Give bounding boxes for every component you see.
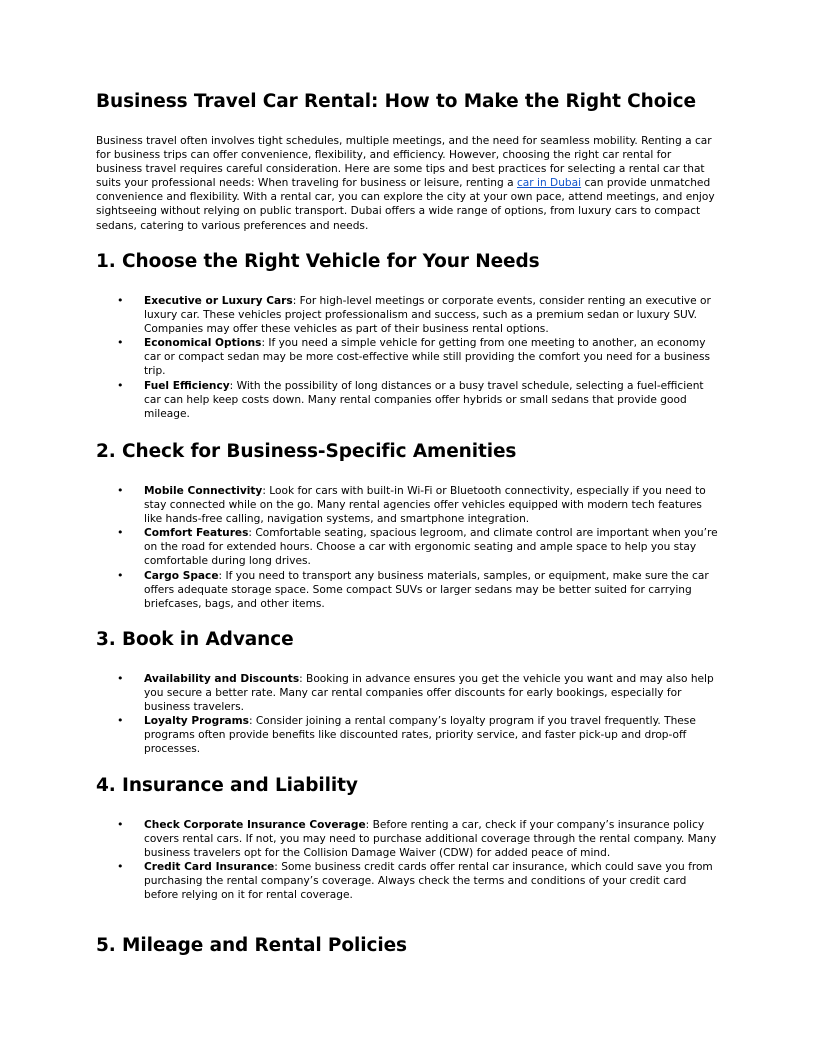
page-title: Business Travel Car Rental: How to Make the Right Choice [96,91,696,112]
item-text: : Before renting a car, check if your company’s insurance policy covers rental cars. If not, you may need to purchase additional coverage through the rental company. Many business travelers opt for the Collision Damage Waiver (CDW) for added peace of mind. [144,819,717,860]
list-item [96,569,720,611]
list-item [96,336,720,378]
item-label: Check Corporate Insurance Coverage [144,819,366,831]
item-label: Fuel Efficiency [144,379,230,392]
bullet-icon: • [117,672,124,685]
section-4 [96,774,720,903]
list-item [96,714,720,756]
document-page [96,90,720,956]
section-3 [96,628,720,757]
list-item [96,484,720,526]
item-label: Mobile Connectivity [144,485,263,497]
bullet-icon: • [117,714,124,728]
item-text: : If you need a simple vehicle for getting from one meeting to another, an economy car or compact sedan may be more cost-effective while still providing the comfort you need for a business trip. [144,337,710,378]
item-label: Availability and Discounts [144,673,300,685]
item-text: : For high-level meetings or corporate events, consider renting an executive or luxury car. These vehicles project professionalism and success, such as a premium sedan or luxury SUV. Companies may offer these vehicles as part of their business rental options. [144,295,711,336]
bullet-icon: • [117,484,124,497]
item-text: : With the possibility of long distances or a busy travel schedule, selecting a fuel-efficient car can help keep costs down. Many rental companies offer hybrids or small sedans that provide good mileage. [144,379,704,420]
item-label: Economical Options [144,337,262,350]
section-heading: 2. Check for Business-Specific Amenities [96,441,517,462]
bullet-list [96,672,720,757]
bullet-icon: • [117,860,124,874]
list-item [96,526,720,568]
bullet-icon: • [117,818,124,831]
list-item [96,294,720,336]
list-item [96,672,720,714]
item-text: : Booking in advance ensures you get the vehicle you want and may also help you secure a better rate. Many car rental companies offer discounts for early bookings, especially for business travelers. [144,673,714,714]
intro-paragraph [96,134,720,233]
item-text: : Comfortable seating, spacious legroom, and climate control are important when you’re on the road for extended hours. Choose a car with ergonomic seating and ample space to help you stay comfortable during long drives. [144,527,718,568]
bullet-icon: • [117,378,124,392]
section-1 [96,250,720,421]
bullet-list [96,294,720,421]
bullet-icon: • [117,294,124,307]
intro-text-after-link: can provide unmatched convenience and flexibility. With a rental car, you can explore the city at your own pace, attend meetings, and enjoy sightseeing without relying on public transport. Dubai offers a wide range of options, from luxury cars to compact sedans, catering to various preferences and needs. [96,177,715,232]
bullet-icon: • [117,568,124,582]
section-heading: 4. Insurance and Liability [96,775,358,796]
item-text: : Consider joining a rental company’s loyalty program if you travel frequently. These programs often provide benefits like discounted rates, priority service, and faster pick-up and drop-off processes. [144,715,696,756]
bullet-icon: • [117,526,124,540]
bullet-icon: • [117,336,124,350]
item-text: : Look for cars with built-in Wi-Fi or Bluetooth connectivity, especially if you need to stay connected while on the go. Many rental agencies offer vehicles equipped with modern tech features like hands-free calling, navigation systems, and smartphone integration. [144,485,706,526]
bullet-list [96,484,720,611]
list-item [96,379,720,421]
item-label: Cargo Space [144,569,219,582]
section-heading: 3. Book in Advance [96,629,294,650]
section-2 [96,440,720,611]
section-heading: 1. Choose the Right Vehicle for Your Needs [96,251,540,272]
bullet-list [96,818,720,903]
section-heading: 5. Mileage and Rental Policies [96,935,407,956]
item-label: Loyalty Programs [144,715,249,728]
section-5 [96,934,720,958]
item-text: : If you need to transport any business materials, samples, or equipment, make sure the car offers adequate storage space. Some compact SUVs or larger sedans may be better suited for carrying briefcases, bags, and other items. [144,569,709,610]
item-text: : Some business credit cards offer rental car insurance, which could save you from purchasing the rental company’s coverage. Always check the terms and conditions of your credit card before relying on it for rental coverage. [144,861,713,902]
list-item [96,818,720,860]
car-in-dubai-link[interactable]: car in Dubai [516,177,582,190]
list-item [96,860,720,902]
item-label: Comfort Features [144,527,249,540]
intro-text-before-link: Business travel often involves tight schedules, multiple meetings, and the need for seamless mobility. Renting a car for business trips can offer convenience, flexibility, and efficiency. However, choosing the right car rental for business travel requires careful consideration. Here are some tips and best practices for selecting a rental car that suits your professional needs: When traveling for business or leisure, renting a [96,135,712,190]
item-label: Executive or Luxury Cars [144,295,293,307]
item-label: Credit Card Insurance [144,861,275,874]
